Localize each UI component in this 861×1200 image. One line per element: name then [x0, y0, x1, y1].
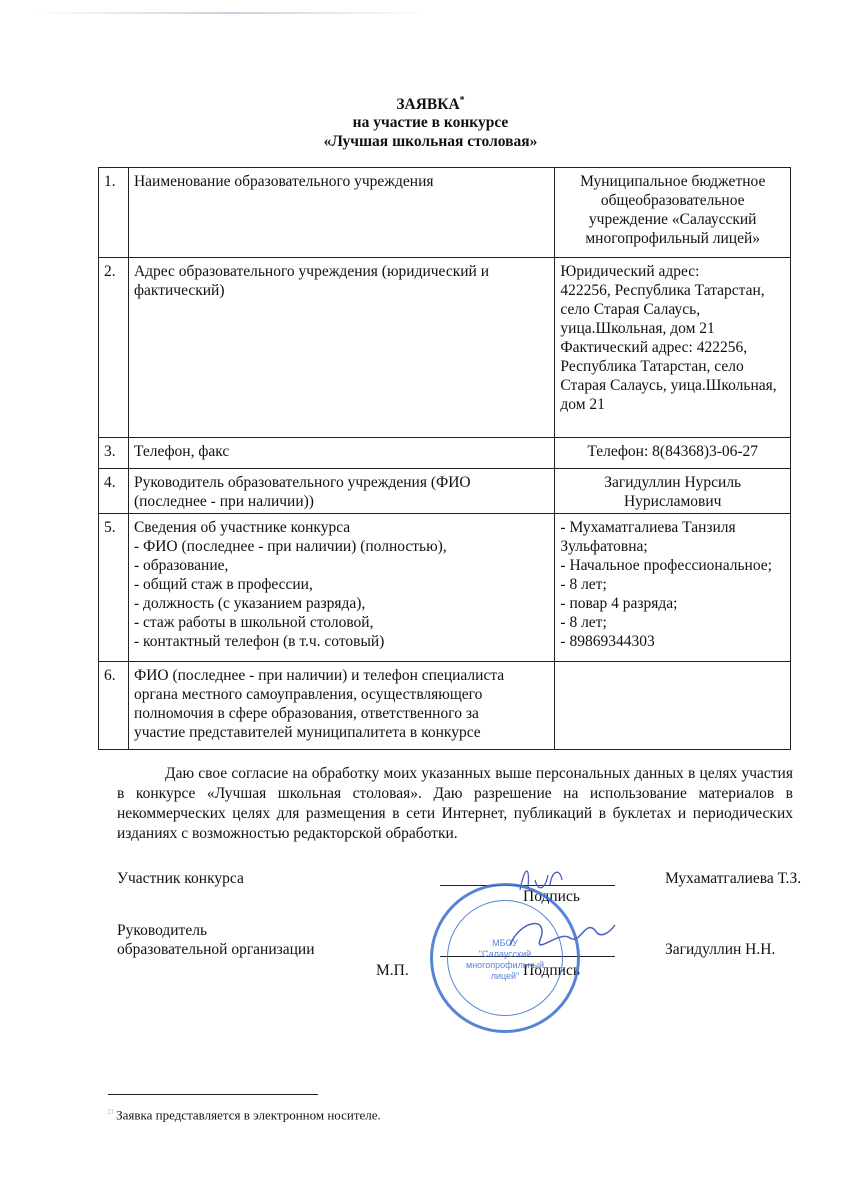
row-value-line: Юридический адрес: — [560, 263, 700, 280]
row-label-line: ФИО (последнее - при наличии) и телефон специалиста — [133, 667, 505, 684]
row-value-line: уица.Школьная, дом 21 — [560, 320, 715, 337]
row-value-line: - 8 лет; — [560, 614, 607, 631]
row-label — [128, 469, 554, 514]
row-label-line: - образование, — [133, 557, 229, 574]
row-number: 4. — [99, 469, 129, 514]
row-value-line: Нурисламович — [623, 493, 722, 510]
row-value — [555, 469, 791, 514]
participant-label: Участник конкурса — [117, 870, 244, 887]
row-value-line: - повар 4 разряда; — [560, 595, 678, 612]
row-number: 1. — [99, 168, 129, 258]
table-row — [99, 168, 791, 258]
scan-artifact — [30, 12, 430, 14]
row-value-line: село Старая Салаусь, — [560, 301, 701, 318]
seal-label: М.П. — [376, 962, 409, 979]
row-value-line: - Начальное профессиональное; — [560, 557, 772, 574]
row-label — [128, 438, 554, 469]
row-value-line: Загидуллин Нурсиль — [604, 474, 742, 491]
row-label-line: Наименование образовательного учреждения — [133, 173, 434, 190]
table-row — [99, 514, 791, 662]
row-value-line: Телефон: 8(84368)3-06-27 — [587, 443, 759, 460]
row-value-line: многопрофильный лицей» — [585, 230, 761, 247]
row-value — [555, 168, 791, 258]
row-value-line: Старая Салаусь, уица.Школьная, — [560, 377, 777, 394]
row-label-line: - должность (с указанием разряда), — [133, 595, 366, 612]
head-label-org: образовательной организации — [117, 941, 315, 958]
row-value-line: Фактический адрес: 422256, — [560, 339, 748, 356]
document-title: ЗАЯВКА* — [396, 95, 465, 114]
row-label-line: - общий стаж в профессии, — [133, 576, 313, 593]
row-value-line: дом 21 — [560, 396, 605, 413]
table-row — [99, 438, 791, 469]
head-label: Руководитель — [117, 922, 208, 939]
row-value-line: Республика Татарстан, село — [560, 358, 744, 375]
table-row — [99, 662, 791, 750]
contest-name: «Лучшая школьная столовая» — [323, 133, 538, 150]
document-subtitle: на участие в конкурсе — [352, 114, 509, 131]
footnote: □ Заявка представляется в электронном носителе. — [108, 1107, 381, 1123]
row-value-line: 422256, Республика Татарстан, — [560, 282, 765, 299]
row-label-line: Сведения об участнике конкурса — [133, 519, 351, 536]
row-label — [128, 514, 554, 662]
row-label-line: полномочия в сфере образования, ответственного за — [133, 705, 479, 722]
row-label-line: - ФИО (последнее - при наличии) (полностью), — [133, 538, 447, 555]
consent-paragraph: Даю свое согласие на обработку моих указанных выше персональных данных в целях участия в конкурсе «Лучшая школьная столовая». Даю разрешение на использование материалов в некоммерческих целях для размещения в сети Интернет, публикаций в буклетах и периодических изданиях с возможностью редакторской обработки. — [117, 765, 793, 842]
row-number: 5. — [99, 514, 129, 662]
row-label-line: Адрес образовательного учреждения (юридический и — [133, 263, 489, 280]
row-label-line: участие представителей муниципалитета в конкурсе — [133, 724, 481, 741]
row-value — [555, 438, 791, 469]
handwritten-signatures — [490, 860, 630, 970]
table-row — [99, 469, 791, 514]
row-label-line: - стаж работы в школьной столовой, — [133, 614, 374, 631]
row-value — [555, 662, 791, 750]
row-label — [128, 258, 554, 438]
row-label-line: органа местного самоуправления, осуществляющего — [133, 686, 483, 703]
row-value — [555, 514, 791, 662]
signature-caption-2: Подпись — [523, 962, 580, 979]
footnote-divider — [108, 1094, 318, 1095]
row-value-line: общеобразовательное — [600, 192, 745, 209]
row-value — [555, 258, 791, 438]
head-name: Загидуллин Н.Н. — [665, 941, 776, 958]
row-value-line: Муниципальное бюджетное — [580, 173, 766, 190]
participant-name: Мухаматгалиева Т.З. — [665, 870, 802, 887]
row-label-line: - контактный телефон (в т.ч. сотовый) — [133, 633, 385, 650]
row-label-line: Телефон, факс — [133, 443, 230, 460]
row-label — [128, 662, 554, 750]
row-value-line: Зульфатовна; — [560, 538, 648, 555]
row-value-line: - 89869344303 — [560, 633, 655, 650]
table-row — [99, 258, 791, 438]
row-number: 3. — [99, 438, 129, 469]
row-label-line: Руководитель образовательного учреждения (ФИО — [133, 474, 471, 491]
application-table — [98, 167, 791, 750]
official-stamp: МБОУ "Салаусский многопрофильный лицей" — [430, 883, 580, 1033]
row-value-line: - Мухаматгалиева Танзиля — [560, 519, 736, 536]
row-value-line: - 8 лет; — [560, 576, 607, 593]
row-label — [128, 168, 554, 258]
row-number: 2. — [99, 258, 129, 438]
row-value-line: учреждение «Салаусский — [588, 211, 757, 228]
row-label-line: фактический) — [133, 282, 225, 299]
signature-caption: Подпись — [523, 888, 580, 905]
row-number: 6. — [99, 662, 129, 750]
row-label-line: (последнее - при наличии)) — [133, 493, 314, 510]
